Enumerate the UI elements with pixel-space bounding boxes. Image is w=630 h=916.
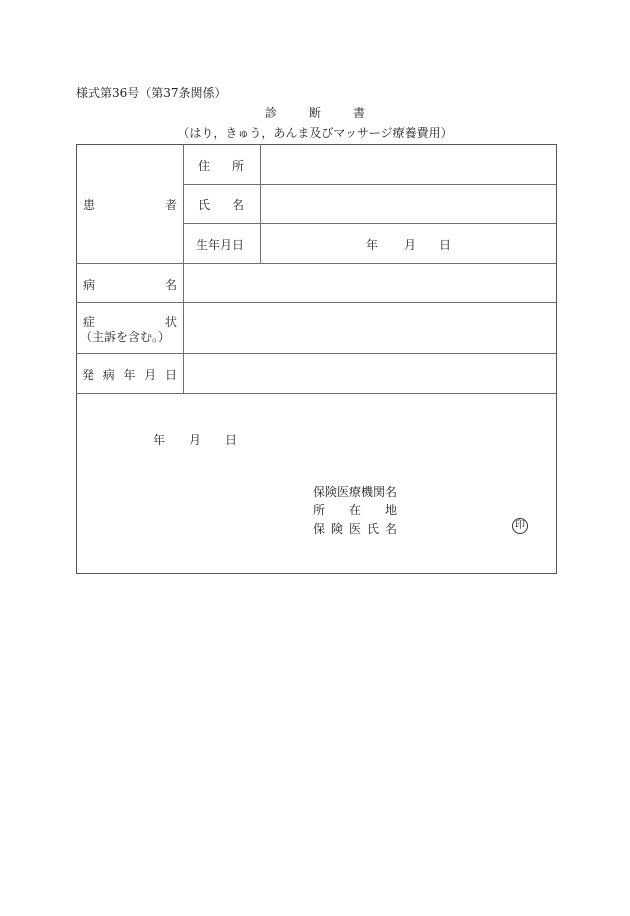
- day-unit: 日: [439, 238, 452, 252]
- label-char: 名: [164, 278, 177, 292]
- label-char: 症: [83, 315, 96, 329]
- title-char: 断: [308, 106, 321, 120]
- year-unit: 年: [366, 238, 379, 252]
- title-char: 書: [353, 106, 366, 120]
- label-char: 者: [164, 198, 177, 212]
- label-char: 年: [123, 368, 136, 382]
- address-field[interactable]: [262, 145, 555, 183]
- label-char: 発: [82, 368, 95, 382]
- birthdate-label: 生年月日: [196, 238, 245, 252]
- label-char: 患: [83, 198, 96, 212]
- label-char: 住: [198, 159, 211, 173]
- year-unit: 年: [153, 433, 166, 447]
- name-label: [198, 196, 244, 213]
- label-char: 病: [102, 368, 115, 382]
- disease-name-field[interactable]: [185, 264, 555, 301]
- symptoms-field[interactable]: [185, 303, 555, 352]
- label-char: 日: [164, 368, 177, 382]
- column-divider: [183, 144, 184, 393]
- row-divider: [183, 223, 556, 224]
- document-subtitle: （はり，きゅう，あんま及びマッサージ療養費用）: [177, 126, 453, 140]
- label-char: 名: [231, 198, 244, 212]
- month-unit: 月: [404, 238, 417, 252]
- disease-name-label: [83, 276, 177, 293]
- label-char: 医: [348, 522, 361, 536]
- day-unit: 日: [225, 433, 238, 447]
- label-char: 月: [144, 368, 157, 382]
- label-char: 在: [348, 503, 361, 517]
- doctor-name-label: [313, 520, 397, 537]
- label-char: 名: [384, 522, 397, 536]
- title-char: 診: [264, 106, 277, 120]
- symptoms-note: （主訴を含む。）: [80, 330, 171, 344]
- label-char: 状: [164, 315, 177, 329]
- label-char: 氏: [366, 522, 379, 536]
- label-char: 険: [330, 522, 343, 536]
- patient-label: [83, 196, 177, 213]
- label-char: 病: [83, 278, 96, 292]
- label-char: 保: [313, 522, 326, 536]
- document-title: [0, 104, 630, 121]
- row-divider: [76, 393, 556, 394]
- month-unit: 月: [189, 433, 202, 447]
- institution-label: 保険医療機関名: [313, 485, 398, 499]
- onset-date-label: [82, 366, 177, 383]
- column-divider: [260, 144, 261, 263]
- label-char: 所: [313, 503, 326, 517]
- name-field[interactable]: [262, 185, 555, 222]
- location-label: [313, 501, 397, 518]
- label-char: 氏: [198, 198, 211, 212]
- label-char: 所: [231, 159, 244, 173]
- onset-date-field[interactable]: [185, 354, 555, 392]
- label-char: 地: [384, 503, 397, 517]
- address-label: [198, 157, 244, 174]
- form-number: 様式第36号（第37条関係）: [76, 86, 227, 100]
- seal-icon: 印: [512, 518, 528, 534]
